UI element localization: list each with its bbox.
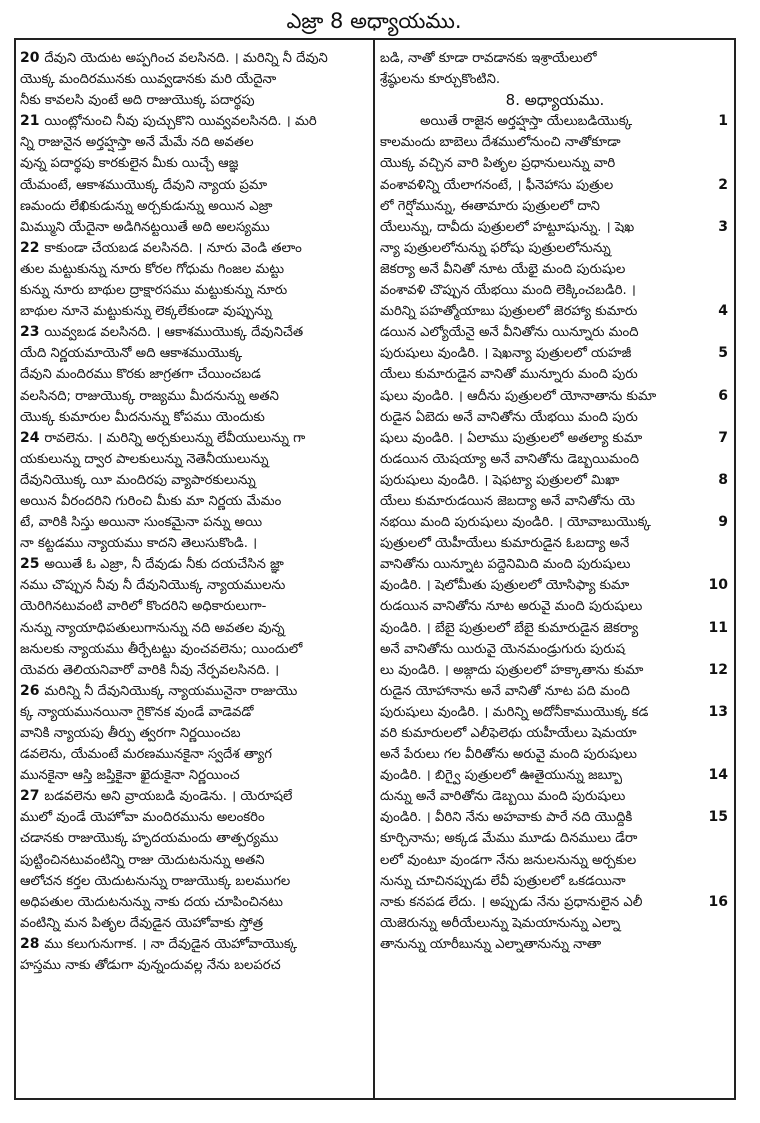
line-text: వంటిన్ని మన పితృల దేవుడైన యెహోవాకు స్తోత్ర xyxy=(20,915,263,931)
text-line xyxy=(20,533,366,554)
line-text: వంశావళిన్ని యేలాగనంటే, । ఫీనెహాసు పుత్రుల xyxy=(380,177,614,193)
line-text: రావలెను. । మరిన్ని అర్చకులున్ను లేవీయులున్ను గా xyxy=(44,430,306,446)
line-text: యేమంటే, ఆకాశముయొక్క దేవుని న్యాయ ప్రమా xyxy=(20,177,268,193)
line-text: లు వుండిరి. । అజ్గాదు పుత్రులలో హక్కాతాను కుమా xyxy=(380,662,644,678)
text-line xyxy=(20,217,366,238)
page-header: ఎజ్రా 8 అధ్యాయము. xyxy=(286,9,462,33)
line-text: రుడైన ఏబెదు అనే వానితోను యేభయి మంది పురు xyxy=(380,409,638,425)
text-line xyxy=(380,639,730,660)
text-line xyxy=(20,491,366,512)
line-text: బాథుల నూనె మట్టుకున్ను లెక్కలేకుండా వుప్పున్ను xyxy=(20,304,272,320)
text-line xyxy=(380,48,730,69)
line-text: 8. అధ్యాయము. xyxy=(505,91,605,110)
line-text: ఆలోచన కర్తల యెదుటనున్ను రాజుయొక్క బలముగల xyxy=(20,873,291,889)
text-line xyxy=(20,69,366,90)
line-text: వుండిరి. । వీరిని నేను అహవాకు పారే నది యొద్దికి xyxy=(380,810,633,826)
line-text: నము చొప్పున నీవు నీ దేవునియొక్క న్యాయములను xyxy=(20,578,286,594)
line-text: లలో వుంటూ వుండగా నేను జనులనున్ను అర్చకుల xyxy=(380,852,637,868)
text-line xyxy=(380,765,730,786)
line-text: నున్ను చూచినప్పుడు లేవీ పుత్రులలో ఒకడయినా xyxy=(380,873,626,889)
line-text: షులు వుండిరి. । ఏలాము పుత్రులలో అతల్యా కుమా xyxy=(380,430,643,446)
text-line xyxy=(380,828,730,849)
line-text: యకులున్ను ద్వార పాలకులున్ను నెతెనీయులున్ను xyxy=(20,451,269,467)
text-line xyxy=(380,217,730,238)
text-line xyxy=(380,175,730,196)
line-text: యెవరు తెలియనివారో వారికి నీవు నేర్పవలసినది. । xyxy=(20,662,280,678)
text-line xyxy=(20,407,366,428)
line-text: యేది నిర్ణయమాయెనో అది ఆకాశముయొక్క xyxy=(20,346,243,362)
text-line xyxy=(380,111,730,132)
line-text: అయితే రాజైన అర్తహ్షస్తా యేలుబడియొక్క xyxy=(420,114,633,130)
line-text: చడానకు రాజుయొక్క హృదయమందు తాత్పర్యము xyxy=(20,831,279,847)
text-line xyxy=(20,786,366,807)
line-text: మరిన్ని నీ దేవునియొక్క న్యాయమునైనా రాజుయొ xyxy=(44,683,298,699)
text-line xyxy=(20,596,366,617)
text-line xyxy=(380,554,730,575)
text-line xyxy=(20,955,366,976)
verse-number: 8 xyxy=(718,471,728,488)
text-line xyxy=(380,850,730,871)
line-text: కాకుండా చేయబడ వలసినది. । నూరు వెండి తలాం xyxy=(44,240,302,256)
text-line xyxy=(20,807,366,828)
line-text: తుల మట్టుకున్ను నూరు కోరల గోధుమ గింజల మట్టు xyxy=(20,261,285,277)
text-line xyxy=(20,765,366,786)
text-line xyxy=(380,153,730,174)
line-text: నీకు కావలసి వుంటే అది రాజుయొక్క పదార్థపు xyxy=(20,93,255,109)
text-line xyxy=(20,681,366,702)
text-line xyxy=(20,913,366,934)
text-line xyxy=(20,196,366,217)
line-text: మరిన్ని పహత్మోయాబు పుత్రులలో జెరహ్యా కుమారు xyxy=(380,304,638,320)
line-text: వలసినది; రాజుయొక్క రాజ్యము మీదనున్ను అతని xyxy=(20,388,279,404)
verse-number: 26 xyxy=(20,682,45,699)
text-line xyxy=(380,428,730,449)
line-text: పురుషులు వుండిరి. । షెఖన్యా పుత్రులలో యహజీ xyxy=(380,346,632,362)
line-text: దేవుని యెదుట అప్పగించ వలసినది. । మరిన్ని నీ దేవుని xyxy=(44,51,328,66)
text-line xyxy=(380,196,730,217)
text-line xyxy=(20,512,366,533)
text-line xyxy=(380,69,730,90)
line-text: దేవుని మందిరము కొరకు జాగ్రతగా చేయించబడ xyxy=(20,367,261,383)
line-text: పురుషులు వుండిరి. । మరిన్ని అదోనీకాముయొక్క కడ xyxy=(380,704,649,720)
text-line xyxy=(380,407,730,428)
line-text: షులు వుండిరి. । ఆదీను పుత్రులలో యోనాతాను కుమా xyxy=(380,388,657,404)
text-line xyxy=(20,111,366,132)
line-text: వరి కుమారులలో ఎలీఫెలెథు యహీయేలు షెమయా xyxy=(380,726,637,741)
text-line xyxy=(380,470,730,491)
text-line xyxy=(380,512,730,533)
text-line xyxy=(380,618,730,639)
line-text: న్యా పుత్రులలోనున్ను ఫరోషు పుత్రులలోనున్ను xyxy=(380,240,611,256)
verse-number: 2 xyxy=(718,176,728,193)
line-text: ములో వుండే యెహోవా మందిరమును అలంకరిం xyxy=(20,810,265,826)
line-text: లో గెర్షోమున్ను, ఈతామారు పుత్రులలో దాని xyxy=(380,198,600,214)
line-text: కూర్చినాను; అక్కడ మేము మూడు దినములు డేరా xyxy=(380,831,638,847)
text-line xyxy=(380,786,730,807)
text-line xyxy=(20,238,366,259)
text-line xyxy=(20,386,366,407)
text-line xyxy=(380,533,730,554)
text-line xyxy=(20,744,366,765)
text-line xyxy=(380,575,730,596)
verse-number: 7 xyxy=(718,429,728,446)
line-text: యేలు కుమారుడయిన జెబద్యా అనే వానితోను యె xyxy=(380,493,635,509)
text-line xyxy=(20,702,366,723)
line-text: వుండిరి. । షెలోమీతు పుత్రులలో యోసిఫ్యా కుమా xyxy=(380,578,630,594)
line-text: వానికి న్యాయపు తీర్పు త్వరగా నిర్ణయించబ xyxy=(20,726,241,741)
text-line xyxy=(20,828,366,849)
line-text: దేవునియొక్క యీ మందిరపు వ్యాపారకులున్ను xyxy=(20,472,256,488)
text-line xyxy=(20,153,366,174)
verse-number: 6 xyxy=(718,387,728,404)
line-text: రుడయిన వానితోను నూట అరువై మంది పురుషులు xyxy=(380,599,643,615)
line-text: వుండిరి. । బేబై పుత్రులలో బేబై కుమారుడైన జెకర్యా xyxy=(380,620,639,636)
text-line xyxy=(380,871,730,892)
line-text: దున్ను అనే వారితోను డెబ్బయి మంది పురుషులు xyxy=(380,789,626,805)
verse-number: 11 xyxy=(708,619,728,636)
line-text: న్ని రాజునైన అర్తహ్షస్తా అనే మేమే నది అవతల xyxy=(20,135,254,151)
verse-number: 27 xyxy=(20,788,45,805)
text-line xyxy=(20,280,366,301)
text-line xyxy=(20,554,366,575)
text-line xyxy=(380,681,730,702)
line-text: మునకైనా ఆస్తి జప్తికైనా ఖైదుకైనా నిర్ణయించ xyxy=(20,768,240,784)
text-line xyxy=(380,934,730,955)
text-line xyxy=(20,639,366,660)
text-line xyxy=(380,364,730,385)
line-text: రుడయిన యెషయ్యా అనే వానితోను డెబ్బయిమంది xyxy=(380,451,640,467)
line-text: బడి, నాతో కూడా రావడానకు ఇశ్రాయేలులో xyxy=(380,51,597,66)
text-line xyxy=(380,280,730,301)
verse-number: 9 xyxy=(718,514,728,531)
verse-number: 12 xyxy=(708,661,728,678)
text-line xyxy=(380,386,730,407)
verse-number: 10 xyxy=(708,577,728,594)
text-frame xyxy=(14,38,736,1100)
chapter-heading xyxy=(380,90,730,111)
text-line xyxy=(20,723,366,744)
line-text: యొక్క మందిరమునకు యివ్వడానకు మరి యేదైనా xyxy=(20,72,277,88)
text-line xyxy=(20,132,366,153)
verse-number: 13 xyxy=(708,703,728,720)
line-text: టే, వారికి సిస్తు అయినా సుంకమైనా పన్ను అయి xyxy=(20,515,263,531)
line-text: యివ్వబడ వలసినది. । ఆకాశముయొక్క దేవునిచేత xyxy=(44,325,304,341)
verse-number: 25 xyxy=(20,556,45,573)
line-text: పుత్రులలో యెహీయేలు కుమారుడైన ఓబద్యా అనే xyxy=(380,536,630,552)
text-line xyxy=(20,934,366,955)
line-text: అధిపతుల యెదుటనున్ను నాకు దయ చూపించినటు xyxy=(20,894,283,910)
text-line xyxy=(380,596,730,617)
line-text: వానితోను యిన్నూట పద్దెనిమిది మంది పురుషులు xyxy=(380,557,631,573)
text-line xyxy=(20,449,366,470)
text-line xyxy=(20,892,366,913)
text-line xyxy=(20,470,366,491)
text-line xyxy=(20,48,366,69)
text-line xyxy=(20,575,366,596)
line-text: క్క న్యాయమునయినా గైకొనక వుండే వాడెవడో xyxy=(20,704,254,720)
text-line xyxy=(380,913,730,934)
line-text: యేలున్ను, దావీదు పుత్రులలో హట్టూషున్ను. । షెఖ xyxy=(380,219,635,235)
line-text: నున్ను న్యాయాధిపతులుగానున్ను నది అవతల వున్న xyxy=(20,620,285,636)
line-text: వున్న పదార్థపు కారకులైన మీకు యిచ్చే ఆజ్ఞ xyxy=(20,156,239,172)
text-line xyxy=(380,343,730,364)
verse-number: 1 xyxy=(718,113,728,130)
text-line xyxy=(20,364,366,385)
text-line xyxy=(380,491,730,512)
line-text: పురుషులు వుండిరి. । షెఫట్యా పుత్రులలో మిఖా xyxy=(380,472,620,488)
line-text: వంశావళి చొప్పున యేభయి మంది లెక్కించబడిరి. । xyxy=(380,283,636,299)
text-line xyxy=(380,892,730,913)
line-text: యొక్క వచ్చిన వారి పితృల ప్రధానులున్ను వారి xyxy=(380,156,616,172)
text-line xyxy=(20,301,366,322)
line-text: నభయి మంది పురుషులు వుండిరి. । యోవాబుయొక్క xyxy=(380,515,651,531)
text-line xyxy=(20,660,366,681)
line-text: మిమ్ముని యేదైనా అడిగినట్టయితే అది అలస్యము xyxy=(20,219,270,235)
line-text: జనులకు న్యాయము తీర్చేటట్టు వుంచవలెను; యిందులో xyxy=(20,641,303,657)
verse-number: 24 xyxy=(20,429,45,446)
text-line xyxy=(380,132,730,153)
text-line xyxy=(20,618,366,639)
text-line xyxy=(20,343,366,364)
text-line xyxy=(380,807,730,828)
text-line xyxy=(20,90,366,111)
text-line xyxy=(380,238,730,259)
text-line xyxy=(20,259,366,280)
line-text: నాకు కనపడ లేదు. । అప్పుడు నేను ప్రధానులైన ఎలీ xyxy=(380,894,643,910)
text-line xyxy=(20,850,366,871)
verse-number: 15 xyxy=(708,809,728,826)
text-line xyxy=(20,175,366,196)
line-text: శ్రేష్ఠులను కూర్చుకొంటిని. xyxy=(380,72,501,88)
line-text: అనే పేరులు గల వీరితోను అరువై మంది పురుషులు xyxy=(380,747,637,763)
line-text: అయిన వీరందరిని గురించి మీకు మా నిర్ణయ మేమం xyxy=(20,493,282,509)
line-text: కాలమందు బాబెలు దేశములోనుంచి నాతోకూడా xyxy=(380,135,621,151)
line-text: ము కలుగునుగాక. । నా దేవుడైన యెహోవాయొక్క xyxy=(44,936,298,952)
line-text: హస్తము నాకు తోడుగా వున్నందువల్ల నేను బలపరచ xyxy=(20,958,281,974)
verse-number: 20 xyxy=(20,50,45,66)
text-line xyxy=(20,871,366,892)
text-line xyxy=(380,301,730,322)
line-text: ణమందు లేఖికుడున్ను అర్చకుడున్ను అయిన ఎజ్రా xyxy=(20,198,273,214)
line-text: యేలు కుమారుడైన వానితో మున్నూరు మంది పురు xyxy=(380,367,638,383)
verse-number: 28 xyxy=(20,935,45,952)
line-text: జెకర్యా అనే వీనితో నూట యేభై మంది పురుషుల xyxy=(380,261,626,277)
verse-number: 14 xyxy=(708,767,728,784)
verse-number: 4 xyxy=(718,303,728,320)
right-column xyxy=(380,48,730,955)
line-text: డయిన ఎల్యోయేనై అనే వీనితోను యిన్నూరు మంది xyxy=(380,325,639,341)
line-text: రుడైన యోహానాను అనే వానితో నూట పది మంది xyxy=(380,683,630,699)
verse-number: 22 xyxy=(20,239,45,256)
line-text: యొక్క కుమారుల మీదనున్ను కోపము యెందుకు xyxy=(20,409,265,425)
line-text: తానున్ను యారీబున్ను ఎల్నాతానున్ను నాతా xyxy=(380,936,602,952)
line-text: యింట్లోనుంచి నీవు పుచ్చుకొని యివ్వవలసినది. । మరి xyxy=(44,114,317,130)
column-divider xyxy=(373,40,375,1098)
line-text: కున్ను నూరు బాథుల ద్రాక్షారసము మట్టుకున్ను నూరు xyxy=(20,283,288,299)
text-line xyxy=(380,702,730,723)
verse-number: 16 xyxy=(708,893,728,910)
text-line xyxy=(20,428,366,449)
verse-number: 3 xyxy=(718,218,728,235)
text-line xyxy=(20,322,366,343)
line-text: యెజెరున్ను అరీయేలున్ను షెమయానున్ను ఎల్నా xyxy=(380,915,621,931)
verse-number: 21 xyxy=(20,113,45,130)
text-line xyxy=(380,723,730,744)
line-text: నా కట్టడము న్యాయము కాదని తెలుసుకొండి. । xyxy=(20,536,258,552)
line-text: అనే వానితోను యిరువై యెనమండ్రుగురు పురుష xyxy=(380,641,626,657)
verse-number: 5 xyxy=(718,345,728,362)
line-text: డవలెను, యేమంటే మరణమునకైనా స్వదేశ త్యాగ xyxy=(20,747,272,763)
text-line xyxy=(380,744,730,765)
left-column xyxy=(20,48,366,976)
line-text: వుండిరి. । బిగ్వై పుత్రులలో ఊతైయున్ను జబ్బూ xyxy=(380,768,623,784)
line-text: బడవలెను అని వ్రాయబడి వుండెను. । యెరూషలే xyxy=(44,789,293,805)
text-line xyxy=(380,322,730,343)
verse-number: 23 xyxy=(20,324,45,341)
text-line xyxy=(380,660,730,681)
text-line xyxy=(380,259,730,280)
line-text: యెరిగినటువంటి వారిలో కొందరిని అధికారులుగా- xyxy=(20,599,267,615)
line-text: అయితే ఓ ఎజ్రా, నీ దేవుడు నీకు దయచేసిన జ్ఞా xyxy=(44,557,284,573)
line-text: పుట్టించినటువంటిన్ని రాజు యెదుటనున్ను అతని xyxy=(20,852,265,868)
text-line xyxy=(380,449,730,470)
